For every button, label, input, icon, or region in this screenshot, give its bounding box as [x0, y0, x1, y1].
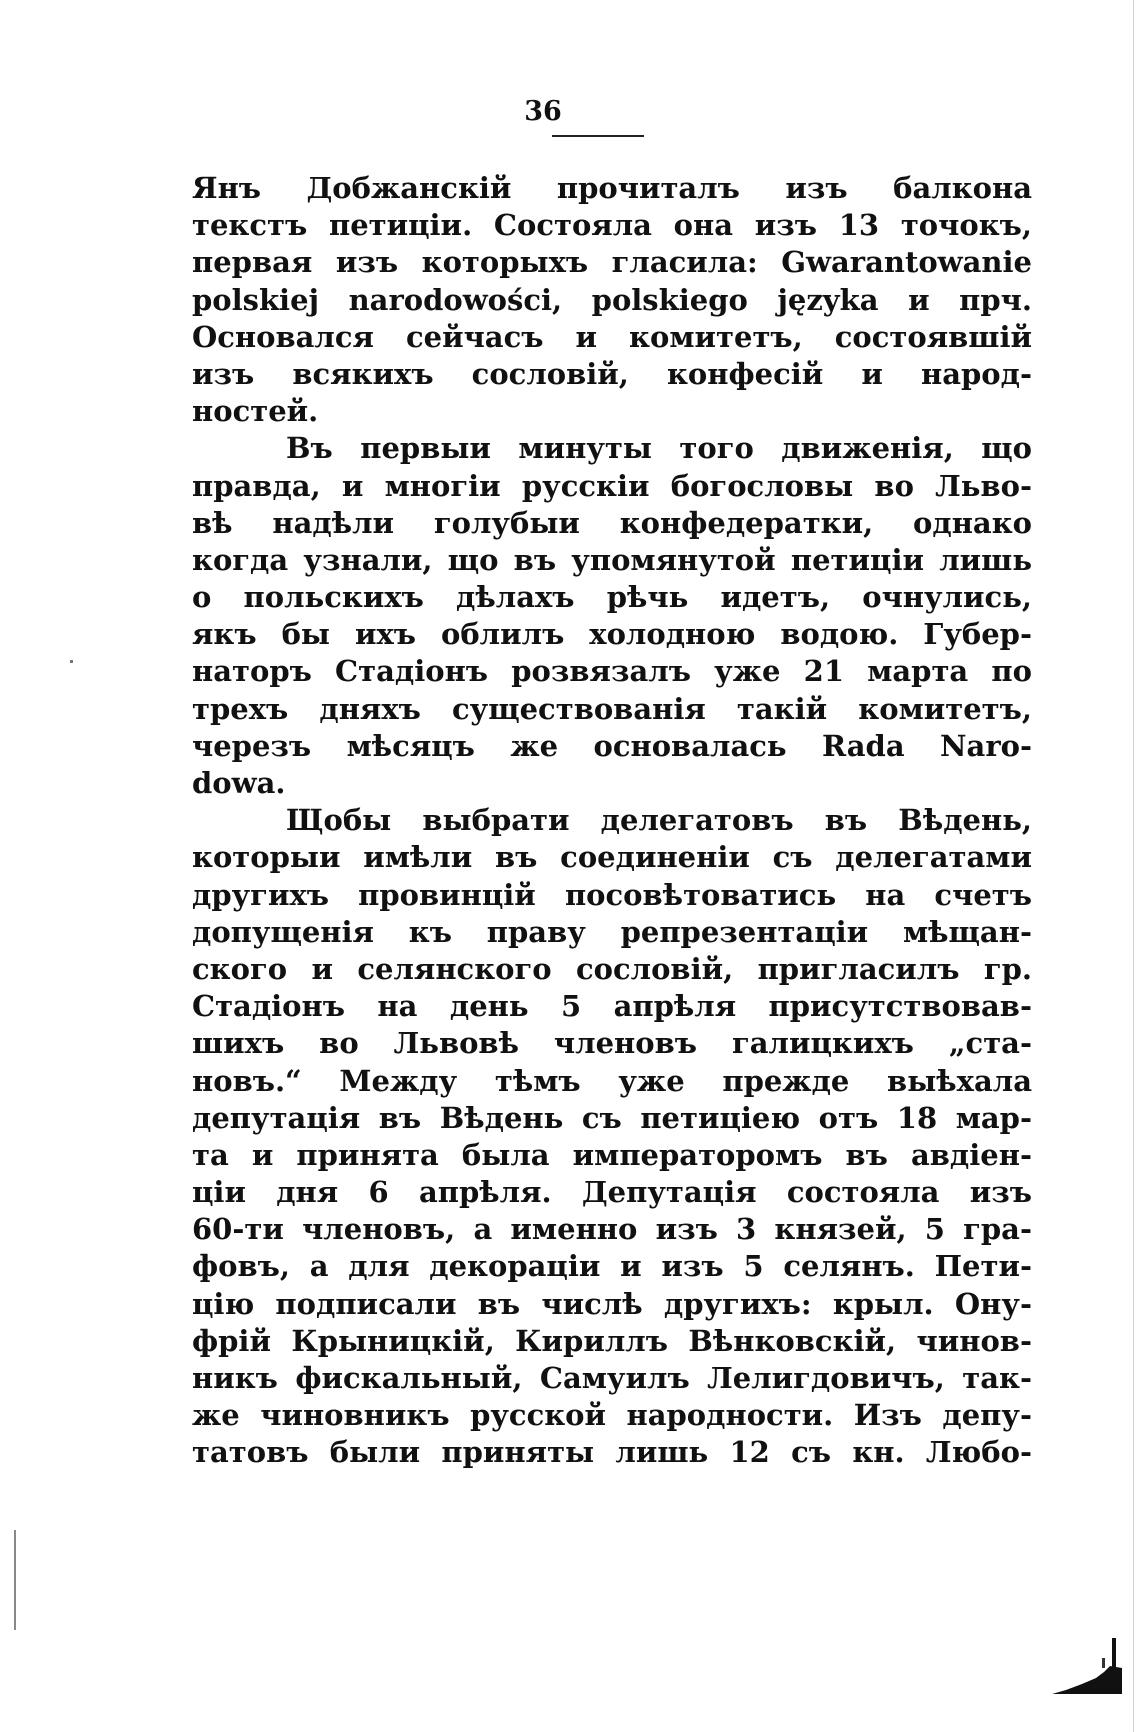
text-line: никъ фискальный, Самуилъ Лелигдовичъ, так- — [192, 1361, 1032, 1395]
text-line: polskiej narodowości, polskiego języka и прч. — [192, 282, 1032, 317]
text-line: 60-ти членовъ, а именно изъ 3 князей, 5 гра- — [192, 1212, 1032, 1247]
text-line: ностей. — [192, 394, 319, 429]
paragraph-start-line: Въ первыи минуты того движенія, що — [286, 431, 1032, 466]
text-line: трехъ дняхъ существованія такій комитетъ, — [192, 691, 1032, 726]
text-line: фрій Крыницкій, Кириллъ Вѣнковскій, чинов- — [192, 1323, 1032, 1358]
page-number: 36 — [524, 96, 562, 127]
text-line: депутація въ Вѣдень съ петиціею отъ 18 мар- — [192, 1100, 1032, 1135]
text-line: фовъ, а для декораціи и изъ 5 селянъ. Пети- — [192, 1249, 1032, 1284]
text-line: шихъ во Львовѣ членовъ галицкихъ „ста- — [192, 1026, 1032, 1061]
text-line: татовъ были приняты лишь 12 съ кн. Любо- — [192, 1435, 1032, 1470]
text-line: же чиновникъ русской народности. Изъ депу- — [192, 1398, 1032, 1433]
text-line: правда, и многіи русскіи богословы во Льво- — [192, 468, 1032, 503]
scan-corner-artifact — [1052, 1638, 1122, 1696]
scan-speck — [70, 660, 73, 663]
text-line: изъ всякихъ сословій, конфесій и народ- — [192, 356, 1032, 391]
scan-margin-line — [14, 1530, 16, 1630]
page-number-underline — [552, 135, 644, 137]
text-line: ского и селянского сословій, пригласилъ гр. — [192, 951, 1032, 986]
text-line: новъ.“ Между тѣмъ уже прежде выѣхала — [192, 1063, 1032, 1098]
text-line: черезъ мѣсяцъ же основалась Rada Naro- — [192, 728, 1032, 763]
paragraph-start-line: Щобы выбрати делегатовъ въ Вѣдень, — [286, 803, 1032, 838]
text-line: которыи имѣли въ соединеніи съ делегатами — [192, 840, 1032, 875]
text-line: цію подписали въ числѣ другихъ: крыл. Ону- — [192, 1286, 1032, 1321]
text-line: текстъ петиціи. Состояла она изъ 13 точокъ, — [192, 208, 1032, 243]
text-line: другихъ провинцій посовѣтоватись на счетъ — [192, 877, 1032, 912]
text-line: та и принята была императоромъ въ авдіен- — [192, 1137, 1032, 1172]
text-line: якъ бы ихъ облилъ холодною водою. Губер- — [192, 617, 1032, 652]
text-line: dowa. — [192, 766, 286, 800]
page-edge-line — [1133, 0, 1134, 1732]
text-line: ціи дня 6 апрѣля. Депутація состояла изъ — [192, 1175, 1032, 1210]
text-line: первая изъ которыхъ гласила: Gwarantowanie — [192, 245, 1032, 280]
text-line: Стадіонъ на день 5 апрѣля присутствовав- — [192, 989, 1032, 1024]
body-text — [192, 170, 1032, 1472]
text-line: вѣ надѣли голубыи конфедератки, однако — [192, 505, 1032, 540]
text-line: когда узнали, що въ упомянутой петиціи лишь — [192, 542, 1032, 577]
text-line: Янъ Добжанскій прочиталъ изъ балкона — [192, 171, 1032, 205]
text-line: Основался сейчасъ и комитетъ, состоявшій — [192, 319, 1032, 354]
text-line: наторъ Стадіонъ розвязалъ уже 21 марта по — [192, 654, 1032, 689]
text-line: о польскихъ дѣлахъ рѣчь идетъ, очнулись, — [192, 580, 1032, 615]
text-line: допущенія къ праву репрезентаціи мѣщан- — [192, 914, 1032, 949]
